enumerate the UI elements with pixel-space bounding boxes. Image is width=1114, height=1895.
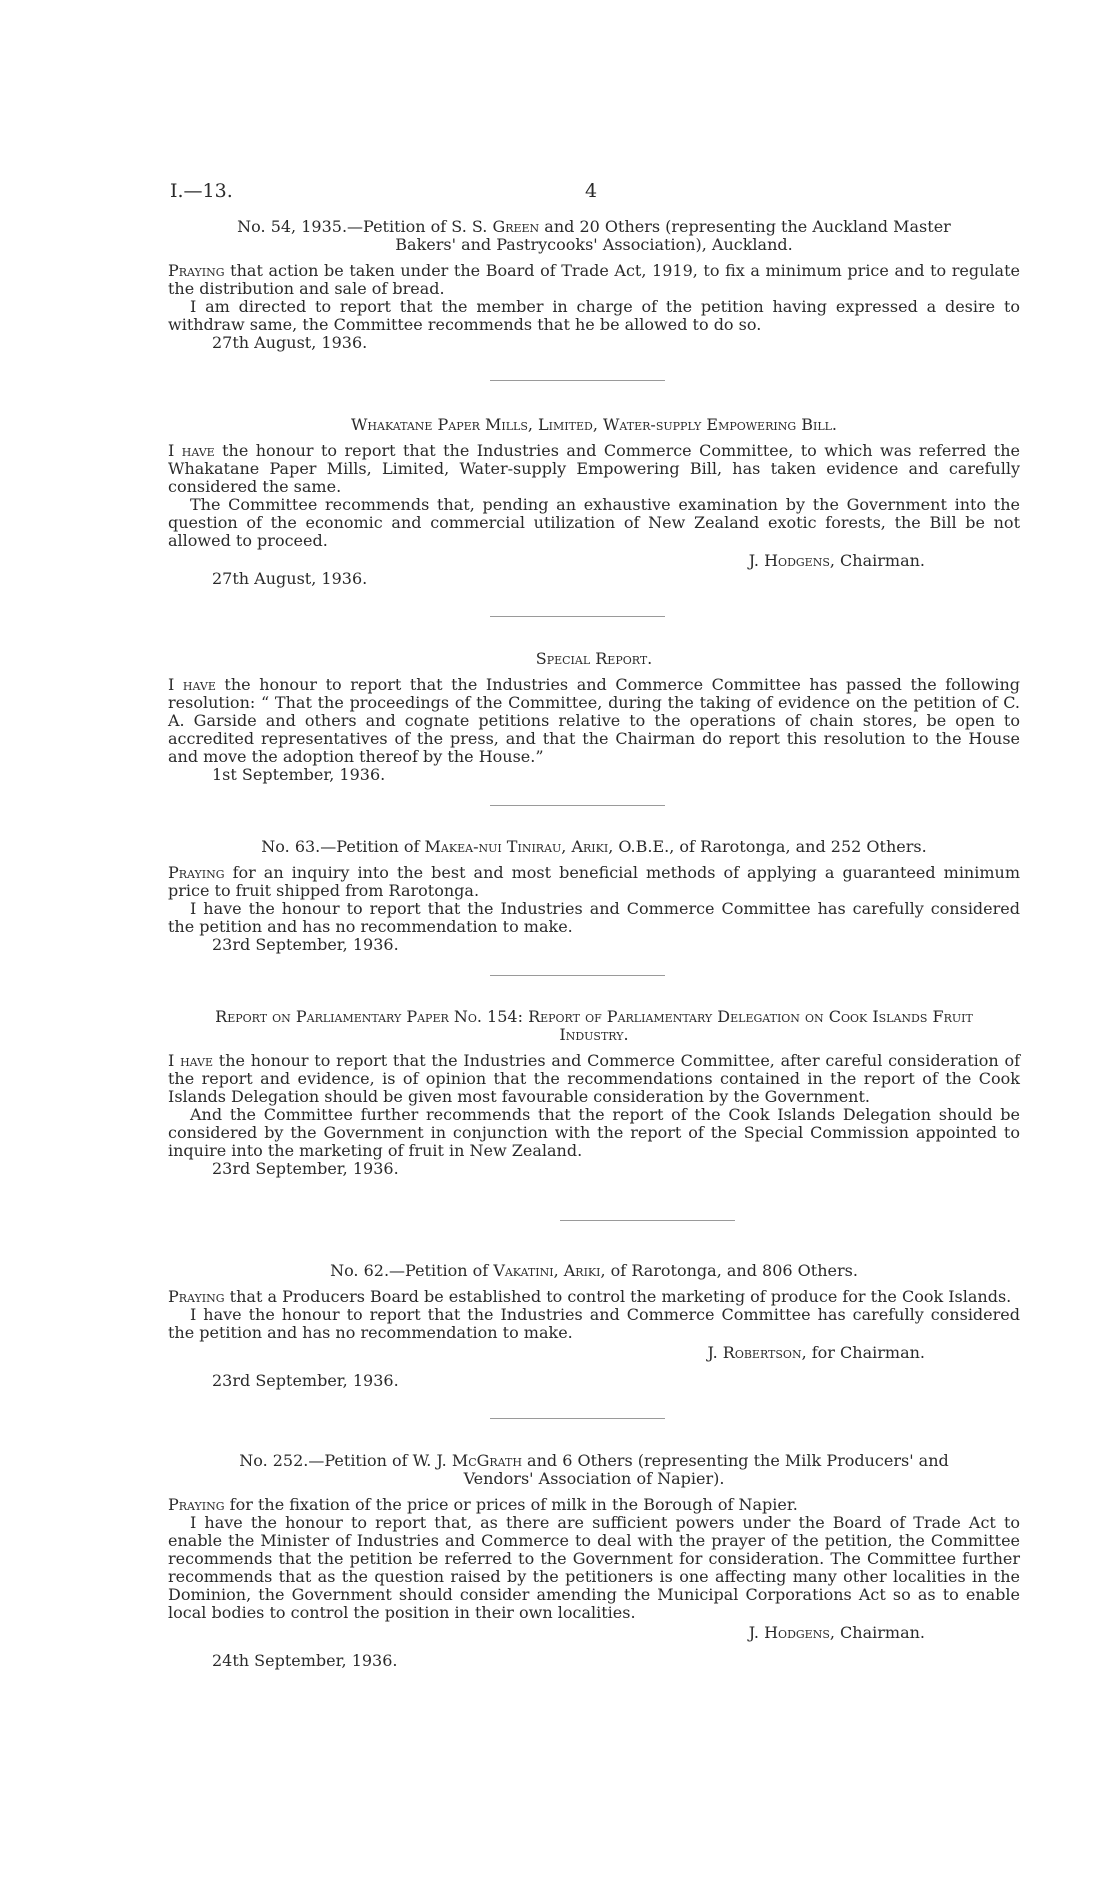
report-paragraph: I have the honour to report that the Industries and Commerce Committee has passed the following resolution: “ That the proceedings of the Committee, during the taking of evidence on the petition of C. A. Garside and others and cognate petitions relative to the operations of chain stores, be open to accredited representatives of the press, and that the Chairman do report this resolution to the House and move the adoption thereof by the House.” [168,675,1021,766]
section-divider [490,380,665,381]
section-title: No. 63.—Petition of Makea-nui Tinirau, Ariki, O.B.E., of Rarotonga, and 252 Others. [261,837,927,856]
section-title: Report on Parliamentary Paper No. 154: Report of Parliamentary Delegation on Cook Islands Fruit Industry. [215,1007,973,1044]
report-paragraph: I am directed to report that the member in charge of the petition having expressed a desire to withdraw same, the Committee recommends that he be allowed to do so. [168,297,1020,334]
section-divider [490,1418,665,1419]
praying-paragraph: Praying for an inquiry into the best and most beneficial methods of applying a guaranteed minimum price to fruit shipped from Rarotonga. [168,863,1020,900]
report-paragraph: I have the honour to report that the Industries and Commerce Committee, to which was referred the Whakatane Paper Mills, Limited, Water-supply Empowering Bill, has taken evidence and carefully considered the same. [168,441,1020,496]
petition-252 [168,1452,1020,1670]
chairman-signature: J. Hodgens, Chairman. [748,1623,925,1642]
praying-paragraph: Praying for the fixation of the price or prices of milk in the Borough of Napier. [168,1495,798,1514]
report-date: 1st September, 1936. [212,765,386,784]
part-number: I.—13. [170,180,233,202]
report-date: 23rd September, 1936. [212,1371,399,1390]
chairman-signature: J. Hodgens, Chairman. [748,551,925,570]
recommendation-paragraph: The Committee recommends that, pending an exhaustive examination by the Government into the question of the economic and commercial utilization of New Zealand exotic forests, the Bill be not allowed to proceed. [168,495,1020,550]
section-title: No. 54, 1935.—Petition of S. S. Green and 20 Others (representing the Auckland Master Bakers' and Pastrycooks' Association), Auckland. [237,217,951,254]
report-date: 23rd September, 1936. [212,935,399,954]
report-paragraph: I have the honour to report that the Industries and Commerce Committee, after careful consideration of the report and evidence, is of opinion that the recommendations contained in the report of the Cook Islands Delegation should be given most favourable consideration by the Government. [168,1051,1020,1106]
whakatane-bill [168,416,1020,588]
report-paragraph: I have the honour to report that the Industries and Commerce Committee has carefully considered the petition and has no recommendation to make. [168,899,1020,936]
report-date: 27th August, 1936. [212,333,368,352]
report-paragraph: I have the honour to report that, as there are sufficient powers under the Board of Trade Act to enable the Minister of Industries and Commerce to deal with the prayer of the petition, the Committee recommends that the petition be referred to the Government for consideration. The Committee further recommends that as the question raised by the petitioners is one affecting many other localities in the Dominion, the Government should consider amending the Municipal Corporations Act so as to enable local bodies to control the position in their own localities. [168,1513,1020,1622]
section-title: Special Report. [535,649,653,668]
report-paragraph: I have the honour to report that the Industries and Commerce Committee has carefully considered the petition and has no recommendation to make. [168,1305,1020,1342]
section-title: Whakatane Paper Mills, Limited, Water-supply Empowering Bill. [350,415,838,434]
page-number: 4 [585,180,598,202]
report-date: 24th September, 1936. [212,1651,398,1670]
chairman-signature: J. Robertson, for Chairman. [707,1343,925,1362]
petition-54 [168,218,1020,352]
petition-62 [168,1262,1020,1390]
section-divider [490,805,665,806]
section-divider [490,975,665,976]
praying-paragraph: Praying that action be taken under the Board of Trade Act, 1919, to fix a minimum price and to regulate the distribution and sale of bread. [168,261,1020,298]
cook-islands-report [168,1008,1020,1178]
section-divider [560,1220,735,1221]
recommendation-paragraph: And the Committee further recommends that the report of the Cook Islands Delegation should be considered by the Government in conjunction with the report of the Special Commission appointed to inquire into the marketing of fruit in New Zealand. [168,1105,1020,1160]
special-report [168,650,1020,784]
report-date: 23rd September, 1936. [212,1159,399,1178]
section-title: No. 62.—Petition of Vakatini, Ariki, of Rarotonga, and 806 Others. [330,1261,858,1280]
petition-63 [168,838,1020,954]
section-title: No. 252.—Petition of W. J. McGrath and 6 Others (representing the Milk Producers' and Vendors' Association of Napier). [239,1451,949,1488]
report-date: 27th August, 1936. [212,569,368,588]
praying-paragraph: Praying that a Producers Board be established to control the marketing of produce for the Cook Islands. [168,1287,1012,1306]
section-divider [490,616,665,617]
